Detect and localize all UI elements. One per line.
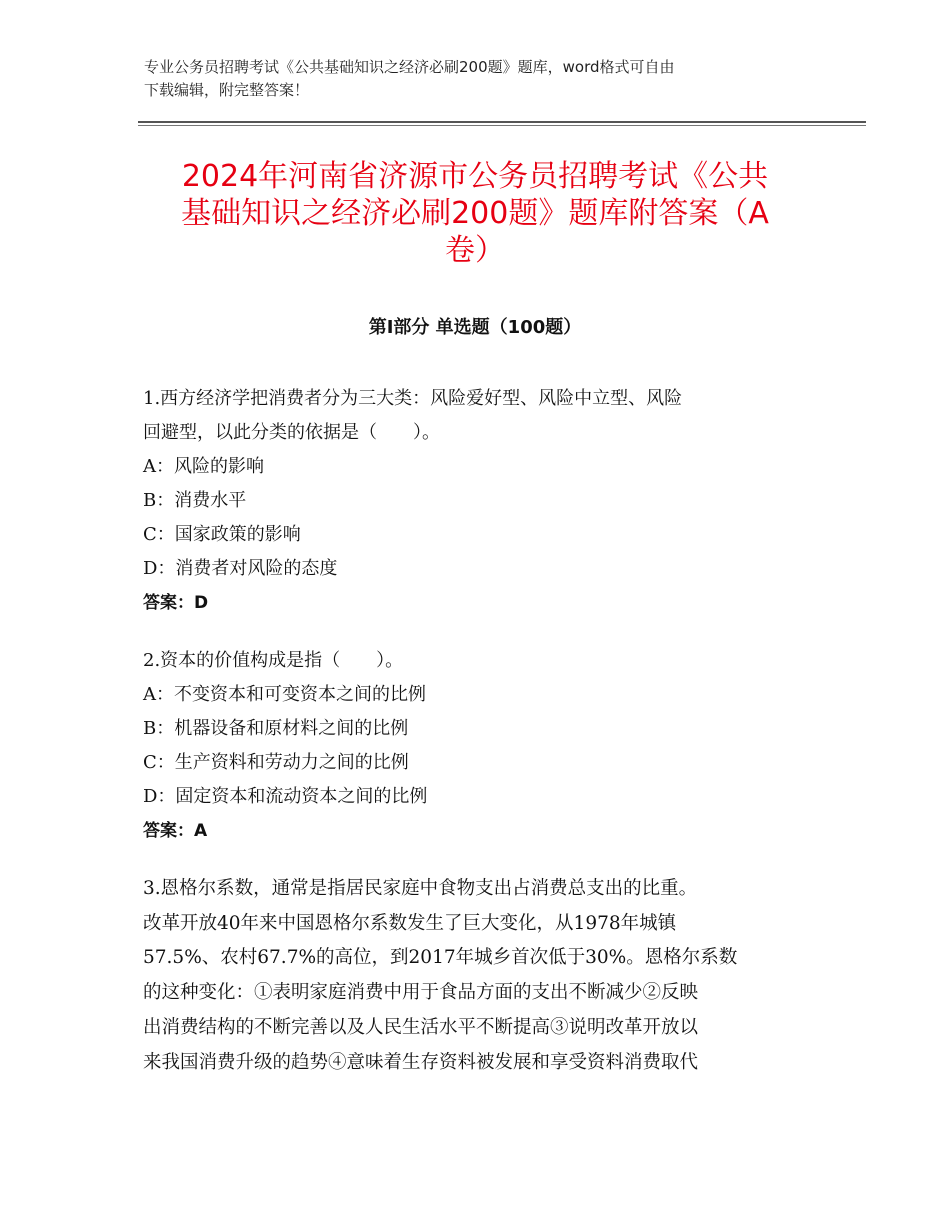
- question-2-stem-line-1: 2.资本的价值构成是指（ ）。: [143, 650, 404, 671]
- document-title-line-1: 2024年河南省济源市公务员招聘考试《公共: [181, 159, 769, 194]
- header-note: [144, 56, 824, 102]
- question-1: [143, 382, 811, 620]
- question-2-answer: 答案：A: [143, 821, 208, 841]
- question-3-stem-line-6: 来我国消费升级的趋势④意味着生存资料被发展和享受资料消费取代: [143, 1051, 699, 1073]
- header-divider-thin: [138, 125, 866, 126]
- question-2-option-d: D：固定资本和流动资本之间的比例: [143, 786, 428, 807]
- question-2-option-b: B：机器设备和原材料之间的比例: [143, 718, 409, 739]
- question-3-stem-line-4: 的这种变化：①表明家庭消费中用于食品方面的支出不断减少②反映: [143, 982, 699, 1004]
- question-3: [143, 872, 811, 1080]
- document-title-line-3: 卷）: [445, 233, 505, 268]
- question-3-stem: [143, 872, 811, 1080]
- header-note-line-1: 专业公务员招聘考试《公共基础知识之经济必刷200题》题库，word格式可自由: [144, 58, 675, 76]
- question-1-stem: [143, 382, 811, 450]
- question-1-option-b: B：消费水平: [143, 490, 247, 511]
- question-1-answer: 答案：D: [143, 593, 209, 613]
- question-3-stem-line-2: 改革开放40年来中国恩格尔系数发生了巨大变化，从1978年城镇: [143, 912, 677, 934]
- question-1-stem-line-2: 回避型，以此分类的依据是（ ）。: [143, 422, 440, 443]
- document-title: [138, 158, 812, 269]
- question-3-stem-line-5: 出消费结构的不断完善以及人民生活水平不断提高③说明改革开放以: [143, 1016, 699, 1038]
- question-2: [143, 644, 811, 848]
- question-2-stem: [143, 644, 811, 678]
- question-3-stem-line-1: 3.恩格尔系数，通常是指居民家庭中食物支出占消费总支出的比重。: [143, 878, 698, 899]
- question-1-option-d: D：消费者对风险的态度: [143, 558, 338, 579]
- document-title-line-2: 基础知识之经济必刷200题》题库附答案（A: [181, 196, 769, 231]
- question-list: [143, 382, 811, 1104]
- section-title: 第Ⅰ部分 单选题（100题）: [368, 317, 582, 338]
- question-1-stem-line-1: 1.西方经济学把消费者分为三大类：风险爱好型、风险中立型、风险: [143, 388, 683, 409]
- question-2-option-c: C：生产资料和劳动力之间的比例: [143, 752, 409, 773]
- question-1-option-a: A：风险的影响: [143, 456, 264, 477]
- question-1-option-c: C：国家政策的影响: [143, 524, 301, 545]
- header-note-line-2: 下载编辑，附完整答案！: [144, 81, 310, 99]
- header-divider-thick: [138, 121, 866, 123]
- question-2-option-a: A：不变资本和可变资本之间的比例: [143, 684, 426, 705]
- question-3-stem-line-3: 57.5%、农村67.7%的高位，到2017年城乡首次低于30%。恩格尔系数: [143, 947, 738, 969]
